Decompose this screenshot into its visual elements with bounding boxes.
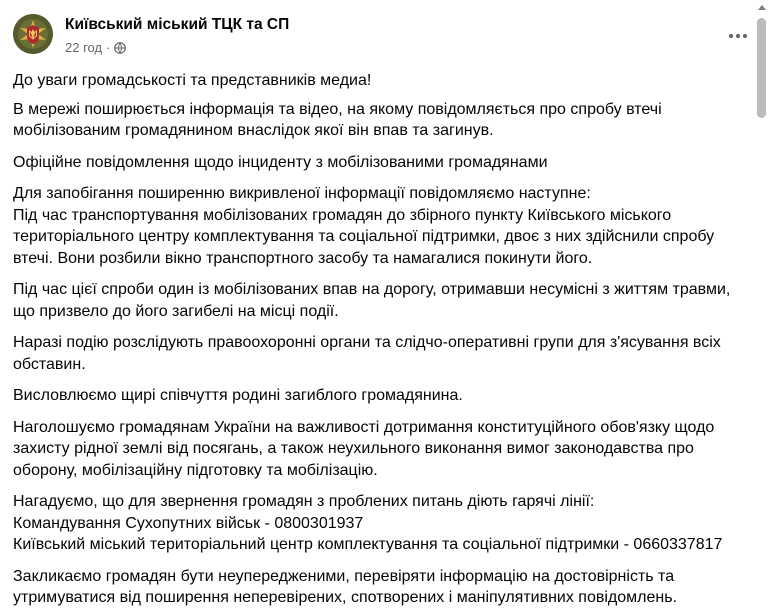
post-text-line: Під час цієї спроби один із мобілізованих впав на дорогу, отримавши несумісні з життям травми,	[13, 281, 731, 298]
post-paragraph	[13, 566, 753, 609]
post-text-line: Офіційне повідомлення щодо інциденту з мобілізованими громадянами	[13, 153, 548, 171]
post-paragraph	[13, 279, 753, 322]
post-paragraph	[13, 152, 753, 174]
more-dots-icon	[728, 33, 748, 39]
scrollbar[interactable]	[754, 0, 770, 615]
scroll-up-arrow-icon[interactable]	[758, 5, 766, 10]
post-text-line: Під час транспортування мобілізованих громадян до збірного пункту Київського міського	[13, 206, 672, 224]
post-paragraph	[13, 417, 753, 482]
post-text-line: територіального центру комплектування та соціальної підтримки, двоє з них здійснили спробу	[13, 228, 715, 245]
post-text-line: що призвело до його загибелі на місці події.	[13, 302, 339, 320]
post-text-line: Наразі подію розслідують правоохоронні органи та слідчо-оперативні групи для з'ясування всіх	[13, 334, 721, 351]
post-paragraph	[13, 332, 753, 375]
post-text-line: Наголошуємо громадянам України на важливості дотримання конституційного обов'язку щодо	[13, 418, 715, 436]
post-text-line: До уваги громадськості та представників медиа!	[13, 72, 372, 89]
globe-icon[interactable]	[114, 42, 126, 54]
post-text-line: оборону, мобілізаційну підготовку та мобілізацію.	[13, 461, 378, 479]
post-text-line: Київський міський територіальний центр комплектування та соціальної підтримки - 0660337817	[13, 536, 723, 553]
more-options-button[interactable]	[724, 22, 752, 50]
post-text-line: утримуватися від поширення неперевірених, спотворених і маніпулятивних повідомлень.	[13, 589, 678, 606]
post-paragraph	[13, 385, 753, 407]
emblem-icon	[13, 14, 53, 54]
post-text-line: Висловлюємо щирі співчуття родині загиблого громадянина.	[13, 387, 463, 404]
post-text-line: обставин.	[13, 355, 86, 373]
page-name[interactable]: Київський міський ТЦК та СП	[65, 16, 290, 33]
post-paragraph	[13, 183, 753, 269]
post-text-line: Командування Сухопутних військ - 0800301937	[13, 514, 364, 532]
post-text-line: Нагадуємо, що для звернення громадян з проблених питань діють гарячі лінії:	[13, 493, 595, 510]
post-text-line: мобілізованим громадянином внаслідок якої він впав та загинув.	[13, 122, 494, 139]
post-paragraph	[13, 99, 753, 142]
post-text-line: захисту рідної землі від посягань, а також неухильного виконання вимог законодавства про	[13, 440, 694, 457]
meta-separator: ·	[106, 40, 111, 55]
post-text-line: Для запобігання поширенню викривленої інформації повідомляємо наступне:	[13, 185, 591, 202]
post-paragraph	[13, 491, 753, 556]
post-text-line: втечі. Вони розбили вікно транспортного засобу та намагалися покинути його.	[13, 249, 593, 267]
post-header	[0, 0, 770, 66]
post-text-line: В мережі поширюється інформація та відео, на якому повідомляється про спробу втечі	[13, 100, 662, 118]
post-meta	[65, 40, 126, 55]
post-text-line: Закликаємо громадян бути неупередженими, перевіряти інформацію на достовірність та	[13, 567, 675, 585]
post-paragraph	[13, 70, 753, 92]
scroll-thumb[interactable]	[757, 18, 766, 118]
post-body	[13, 70, 753, 615]
post-time[interactable]: 22 год	[65, 40, 103, 55]
avatar[interactable]	[13, 14, 53, 54]
